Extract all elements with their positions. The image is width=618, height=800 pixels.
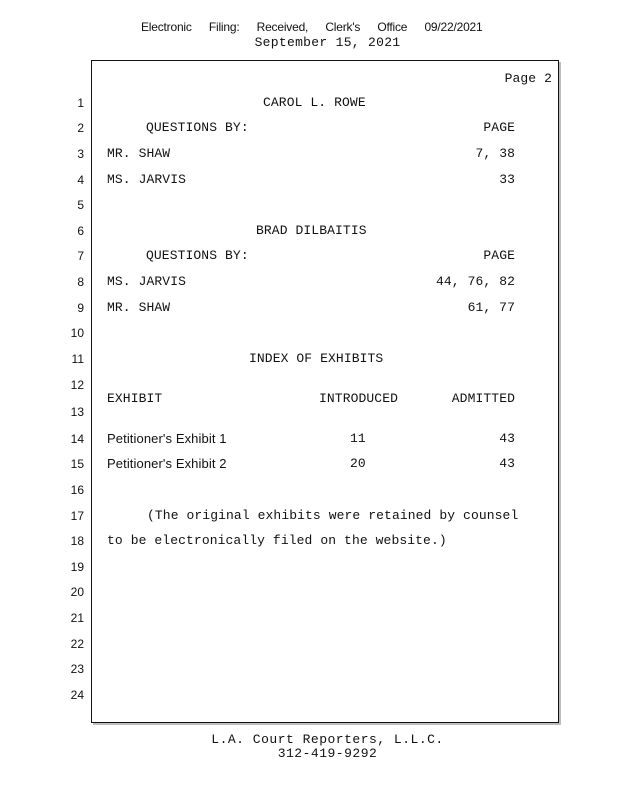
witness-name: BRAD DILBAITIS	[256, 223, 367, 238]
line-number: 2	[77, 121, 84, 135]
line-number: 23	[70, 662, 84, 676]
examiner-name: MR. SHAW	[107, 300, 171, 315]
examiner-pages: 33	[499, 172, 515, 187]
examiner-pages: 7, 38	[475, 146, 515, 161]
exhibits-index-title: INDEX OF EXHIBITS	[249, 351, 384, 366]
stamp-received: Received,	[256, 20, 309, 34]
page-number: Page 2	[504, 71, 552, 86]
exhibit-column-header: EXHIBIT	[107, 391, 163, 406]
exhibit-name: Petitioner's Exhibit 2	[107, 456, 227, 471]
line-number: 7	[77, 249, 84, 263]
line-number: 22	[70, 637, 84, 651]
introduced-column-header: INTRODUCED	[319, 391, 399, 406]
questions-by-label: QUESTIONS BY:	[146, 248, 249, 263]
witness-name: CAROL L. ROWE	[263, 95, 366, 110]
line-number: 9	[77, 301, 84, 315]
exhibit-introduced: 20	[350, 456, 366, 471]
line-number: 24	[70, 688, 84, 702]
exhibit-admitted: 43	[499, 431, 515, 446]
transcript-date: September 15, 2021	[254, 35, 401, 50]
stamp-electronic: Electronic	[141, 20, 192, 34]
examiner-pages: 61, 77	[467, 300, 515, 315]
line-number: 17	[70, 509, 84, 523]
line-number: 6	[77, 224, 84, 238]
line-number: 11	[71, 352, 84, 366]
line-number: 18	[70, 534, 84, 548]
exhibit-admitted: 43	[499, 456, 515, 471]
line-number: 19	[70, 560, 84, 574]
page-column-header: PAGE	[483, 248, 515, 263]
line-number: 16	[70, 483, 84, 497]
stamp-office: Office	[377, 20, 408, 34]
line-number: 4	[77, 173, 84, 187]
line-number: 12	[70, 378, 84, 392]
examiner-pages: 44, 76, 82	[435, 274, 515, 289]
line-number: 5	[77, 198, 84, 212]
stamp-filing: Filing:	[208, 20, 240, 34]
examiner-name: MS. JARVIS	[107, 172, 187, 187]
line-number: 10	[70, 326, 84, 340]
line-number: 20	[70, 585, 84, 599]
exhibit-note-line: to be electronically filed on the website.)	[107, 533, 447, 548]
reporter-company: L.A. Court Reporters, L.L.C.	[211, 732, 444, 747]
admitted-column-header: ADMITTED	[451, 391, 515, 406]
line-number: 13	[70, 405, 84, 419]
stamp-date: 09/22/2021	[424, 20, 483, 34]
line-number: 3	[77, 147, 84, 161]
exhibit-name: Petitioner's Exhibit 1	[107, 431, 227, 446]
examiner-name: MS. JARVIS	[107, 274, 187, 289]
filing-stamp	[141, 20, 497, 34]
line-number: 8	[77, 275, 84, 289]
page-column-header: PAGE	[483, 120, 515, 135]
examiner-name: MR. SHAW	[107, 146, 171, 161]
reporter-phone: 312-419-9292	[277, 746, 378, 761]
stamp-clerks: Clerk's	[325, 20, 361, 34]
line-number: 21	[70, 611, 84, 625]
questions-by-label: QUESTIONS BY:	[146, 120, 249, 135]
line-number: 15	[70, 457, 84, 471]
exhibit-note-line: (The original exhibits were retained by counsel	[147, 508, 519, 523]
line-number: 1	[77, 96, 84, 110]
line-number: 14	[70, 432, 84, 446]
exhibit-introduced: 11	[350, 431, 366, 446]
